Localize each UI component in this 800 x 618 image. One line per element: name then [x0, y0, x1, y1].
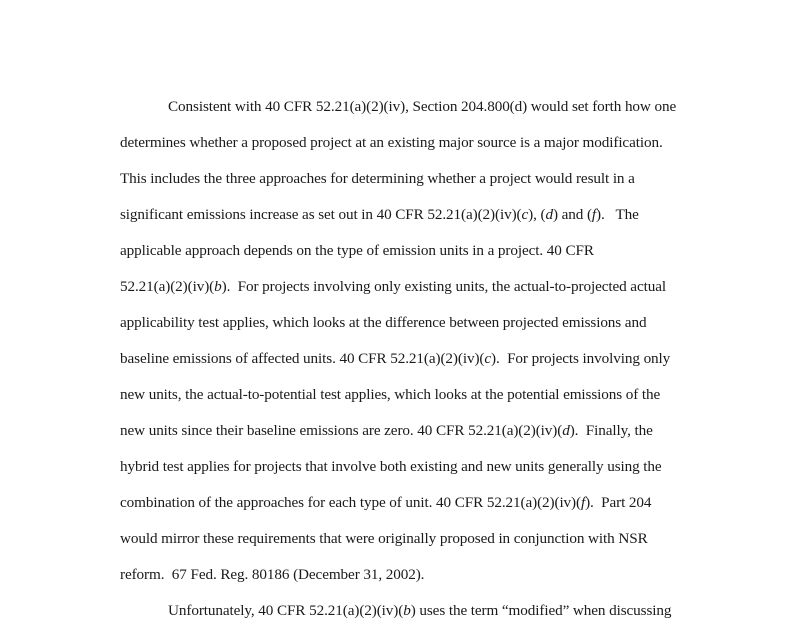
paragraph-1-line-2 [120, 133, 663, 153]
text-run: This includes the three approaches for determining whether a project would result in a [120, 170, 635, 187]
text-run: baseline emissions of affected units. 40 CFR 52.21(a)(2)(iv)( [120, 350, 485, 367]
text-run: combination of the approaches for each type of unit. 40 CFR 52.21(a)(2)(iv)( [120, 494, 581, 511]
paragraph-1-line-6 [120, 277, 666, 297]
text-run: applicability test applies, which looks at the difference between projected emissions and [120, 314, 647, 331]
text-run: would mirror these requirements that were originally proposed in conjunction with NSR [120, 530, 648, 547]
text-run: determines whether a proposed project at an existing major source is a major modification. [120, 134, 663, 151]
text-run: ) uses the term “modified” when discussing [410, 602, 672, 618]
paragraph-1-line-4 [120, 205, 639, 225]
italic-run: d [545, 206, 553, 223]
text-run: Unfortunately, 40 CFR 52.21(a)(2)(iv)( [168, 602, 404, 618]
text-run: ). The [596, 206, 639, 223]
text-run: ). Finally, the [569, 422, 653, 439]
text-run: reform. 67 Fed. Reg. 80186 (December 31, 2002). [120, 566, 425, 583]
text-run: Consistent with 40 CFR 52.21(a)(2)(iv), Section 204.800(d) would set forth how one [168, 98, 677, 115]
paragraph-1-line-8 [120, 349, 670, 369]
paragraph-1-line-3 [120, 169, 635, 189]
italic-run: b [214, 278, 222, 295]
text-run: ), ( [528, 206, 546, 223]
paragraph-1-line-11 [120, 457, 662, 477]
text-run: hybrid test applies for projects that involve both existing and new units generally using the [120, 458, 662, 475]
paragraph-1-line-13 [120, 529, 648, 549]
italic-run: c [521, 206, 529, 223]
paragraph-1-line-14 [120, 565, 424, 585]
italic-run: f [580, 494, 586, 511]
text-run: ). Part 204 [585, 494, 652, 511]
paragraph-1-line-7 [120, 313, 646, 333]
paragraph-1-line-12 [120, 493, 651, 513]
italic-run: c [484, 350, 492, 367]
text-run: ). For projects involving only existing units, the actual-to-projected actual [221, 278, 666, 295]
paragraph-2-line-1 [168, 601, 671, 618]
text-run: ) and ( [552, 206, 592, 223]
italic-run: f [591, 206, 597, 223]
paragraph-1-line-9 [120, 385, 660, 405]
paragraph-1-line-1 [168, 97, 676, 117]
paragraph-1-line-10 [120, 421, 653, 441]
paragraph-1-line-5 [120, 241, 594, 261]
text-run: applicable approach depends on the type of emission units in a project. 40 CFR [120, 242, 594, 259]
text-run: new units, the actual-to-potential test applies, which looks at the potential emissions of the [120, 386, 661, 403]
text-run: significant emissions increase as set out in 40 CFR 52.21(a)(2)(iv)( [120, 206, 522, 223]
text-run: ). For projects involving only [491, 350, 671, 367]
italic-run: d [562, 422, 570, 439]
text-run: 52.21(a)(2)(iv)( [120, 278, 215, 295]
italic-run: b [403, 602, 411, 618]
text-run: new units since their baseline emissions are zero. 40 CFR 52.21(a)(2)(iv)( [120, 422, 563, 439]
